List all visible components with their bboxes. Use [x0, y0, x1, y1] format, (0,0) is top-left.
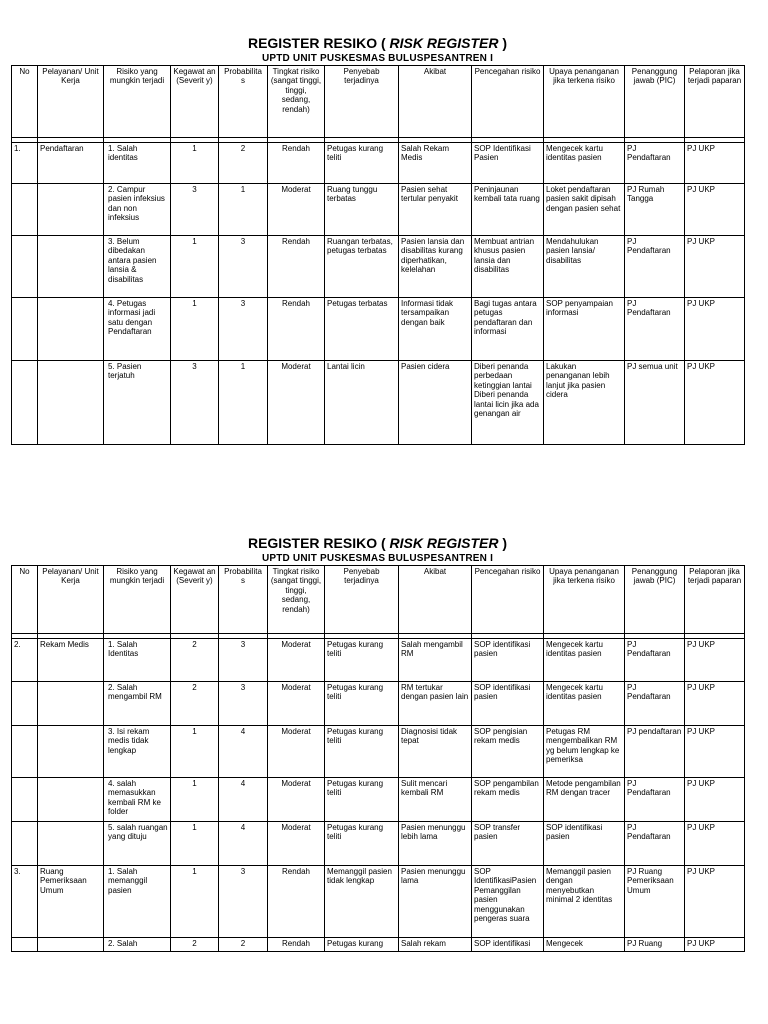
cell-risk: 3. Isi rekam medis tidak lengkap — [104, 726, 171, 778]
header-cell: Kegawat an (Severit y) — [171, 66, 219, 138]
cell-risk-level: Rendah — [268, 866, 325, 938]
cell-mitigation: Loket pendaftaran pasien sakit dipisah dengan pasien sehat — [544, 184, 625, 236]
cell-pic: PJ Pendaftaran — [625, 298, 685, 361]
cell-pic: PJ Pendaftaran — [625, 682, 685, 726]
cell-impact: Pasien lansia dan disabilitas kurang diperhatikan, kelelahan — [399, 236, 472, 298]
cell-no — [12, 822, 38, 866]
table-row — [12, 143, 745, 184]
cell-mitigation: Mengecek kartu identitas pasien — [544, 639, 625, 682]
cell-prevention: SOP identifikasi pasien — [472, 639, 544, 682]
cell-risk: 2. Campur pasien infeksius dan non infeksius — [104, 184, 171, 236]
cell-risk-level: Rendah — [268, 236, 325, 298]
cell-impact: Informasi tidak tersampaikan dengan baik — [399, 298, 472, 361]
cell-risk: 5. Pasien terjatuh — [104, 361, 171, 445]
cell-impact: Pasien menunggu lebih lama — [399, 822, 472, 866]
cell-unit — [38, 726, 104, 778]
cell-unit — [38, 938, 104, 952]
header-cell: Penyebab terjadinya — [325, 566, 399, 634]
cell-unit: Ruang Pemeriksaan Umum — [38, 866, 104, 938]
cell-prevention: SOP pengisian rekam medis — [472, 726, 544, 778]
cell-severity: 2 — [171, 639, 219, 682]
cell-risk: 5. salah ruangan yang dituju — [104, 822, 171, 866]
table-row — [12, 639, 745, 682]
cell-prevention: SOP pengambilan rekam medis — [472, 778, 544, 822]
cell-unit: Pendaftaran — [38, 143, 104, 184]
cell-pic: PJ pendaftaran — [625, 726, 685, 778]
cell-impact: Pasien cidera — [399, 361, 472, 445]
cell-prevention: SOP transfer pasien — [472, 822, 544, 866]
cell-risk-level: Moderat — [268, 682, 325, 726]
cell-severity: 1 — [171, 778, 219, 822]
table-row — [12, 682, 745, 726]
cell-pic: PJ Pendaftaran — [625, 778, 685, 822]
cell-risk-level: Moderat — [268, 822, 325, 866]
cell-prevention: Diberi penanda perbedaan ketinggian lantai Diberi penanda lantai licin jika ada genangan air — [472, 361, 544, 445]
cell-severity: 1 — [171, 726, 219, 778]
header-cell: Tingkat risiko (sangat tinggi, tinggi, sedang, rendah) — [268, 66, 325, 138]
header-cell: Akibat — [399, 66, 472, 138]
cell-no — [12, 236, 38, 298]
cell-severity: 1 — [171, 143, 219, 184]
cell-unit — [38, 778, 104, 822]
cell-risk: 3. Belum dibedakan antara pasien lansia & disabilitas — [104, 236, 171, 298]
cell-prevention: Peninjaunan kembali tata ruang — [472, 184, 544, 236]
table-row — [12, 778, 745, 822]
cell-risk-level: Rendah — [268, 938, 325, 952]
cell-probability: 1 — [219, 361, 268, 445]
cell-pic: PJ Pendaftaran — [625, 822, 685, 866]
cell-severity: 1 — [171, 236, 219, 298]
cell-cause: Petugas kurang teliti — [325, 639, 399, 682]
cell-reporting: PJ UKP — [685, 726, 745, 778]
cell-reporting: PJ UKP — [685, 866, 745, 938]
cell-no — [12, 184, 38, 236]
cell-prevention: Bagi tugas antara petugas pendaftaran dan informasi — [472, 298, 544, 361]
cell-reporting: PJ UKP — [685, 639, 745, 682]
table-row — [12, 184, 745, 236]
cell-impact: Pasien sehat tertular penyakit — [399, 184, 472, 236]
cell-cause: Ruang tunggu terbatas — [325, 184, 399, 236]
cell-cause: Petugas terbatas — [325, 298, 399, 361]
cell-prevention: SOP identifikasi pasien — [472, 682, 544, 726]
cell-cause: Petugas kurang — [325, 938, 399, 952]
table-row — [12, 726, 745, 778]
header-cell: Upaya penanganan jika terkena risiko — [544, 66, 625, 138]
cell-impact: Salah Rekam Medis — [399, 143, 472, 184]
cell-mitigation: Metode pengambilan RM dengan tracer — [544, 778, 625, 822]
cell-no: 3. — [12, 866, 38, 938]
cell-pic: PJ Pendaftaran — [625, 143, 685, 184]
cell-mitigation: SOP penyampaian informasi — [544, 298, 625, 361]
header-cell: Pelayanan/ Unit Kerja — [38, 66, 104, 138]
cell-probability: 1 — [219, 184, 268, 236]
cell-reporting: PJ UKP — [685, 236, 745, 298]
cell-impact: Diagnosisi tidak tepat — [399, 726, 472, 778]
cell-prevention: Membuat antrian khusus pasien lansia dan disabilitas — [472, 236, 544, 298]
cell-no — [12, 682, 38, 726]
table-row — [12, 298, 745, 361]
cell-probability: 4 — [219, 822, 268, 866]
cell-risk: 1. Salah memanggil pasien — [104, 866, 171, 938]
cell-impact: RM tertukar dengan pasien lain — [399, 682, 472, 726]
cell-unit — [38, 361, 104, 445]
cell-mitigation: Mengecek kartu identitas pasien — [544, 682, 625, 726]
cell-prevention: SOP identifikasi — [472, 938, 544, 952]
header-cell: Probabilita s — [219, 66, 268, 138]
header-cell: Penanggung jawab (PIC) — [625, 66, 685, 138]
risk-register-section-1 — [11, 34, 744, 445]
header-cell: Pelaporan jika terjadi paparan — [685, 566, 745, 634]
cell-risk-level: Moderat — [268, 184, 325, 236]
header-cell: Pencegahan risiko — [472, 566, 544, 634]
page-subtitle: UPTD UNIT PUSKESMAS BULUSPESANTREN I — [261, 53, 494, 64]
cell-unit — [38, 236, 104, 298]
cell-reporting: PJ UKP — [685, 361, 745, 445]
cell-severity: 1 — [171, 822, 219, 866]
header-cell: Probabilita s — [219, 566, 268, 634]
risk-register-section-2 — [11, 534, 744, 952]
cell-prevention: SOP Identifikasi Pasien — [472, 143, 544, 184]
cell-unit: Rekam Medis — [38, 639, 104, 682]
table-row — [12, 361, 745, 445]
table-row — [12, 236, 745, 298]
header-cell: Kegawat an (Severit y) — [171, 566, 219, 634]
page-title: REGISTER RESIKO ( RISK REGISTER ) — [247, 35, 508, 51]
cell-reporting: PJ UKP — [685, 184, 745, 236]
cell-probability: 2 — [219, 143, 268, 184]
cell-no — [12, 726, 38, 778]
risk-register-table — [11, 565, 745, 952]
cell-reporting: PJ UKP — [685, 938, 745, 952]
header-cell: Upaya penanganan jika terkena risiko — [544, 566, 625, 634]
cell-risk: 1. Salah identitas — [104, 143, 171, 184]
cell-reporting: PJ UKP — [685, 682, 745, 726]
cell-unit — [38, 822, 104, 866]
table-row — [12, 866, 745, 938]
cell-mitigation: SOP identifikasi pasien — [544, 822, 625, 866]
cell-probability: 3 — [219, 682, 268, 726]
cell-mitigation: Mendahulukan pasien lansia/ disabilitas — [544, 236, 625, 298]
cell-mitigation: Lakukan penanganan lebih lanjut jika pasien cidera — [544, 361, 625, 445]
cell-impact: Sulit mencari kembali RM — [399, 778, 472, 822]
page-subtitle: UPTD UNIT PUSKESMAS BULUSPESANTREN I — [261, 553, 494, 564]
cell-reporting: PJ UKP — [685, 778, 745, 822]
cell-pic: PJ Pendaftaran — [625, 236, 685, 298]
cell-probability: 3 — [219, 298, 268, 361]
cell-risk-level: Rendah — [268, 143, 325, 184]
risk-register-table — [11, 65, 745, 445]
cell-impact: Salah rekam — [399, 938, 472, 952]
cell-risk: 2. Salah mengambil RM — [104, 682, 171, 726]
table-row — [12, 822, 745, 866]
cell-severity: 2 — [171, 682, 219, 726]
table-header-row — [12, 566, 745, 634]
cell-risk-level: Moderat — [268, 639, 325, 682]
cell-reporting: PJ UKP — [685, 143, 745, 184]
cell-probability: 4 — [219, 726, 268, 778]
header-cell: Penyebab terjadinya — [325, 66, 399, 138]
cell-severity: 2 — [171, 938, 219, 952]
table-row — [12, 938, 745, 952]
cell-no: 2. — [12, 639, 38, 682]
cell-cause: Lantai licin — [325, 361, 399, 445]
cell-mitigation: Mengecek kartu identitas pasien — [544, 143, 625, 184]
header-cell: Pencegahan risiko — [472, 66, 544, 138]
cell-impact: Salah mengambil RM — [399, 639, 472, 682]
header-cell: No — [12, 66, 38, 138]
cell-cause: Petugas kurang teliti — [325, 778, 399, 822]
cell-risk-level: Moderat — [268, 726, 325, 778]
cell-cause: Memanggil pasien tidak lengkap — [325, 866, 399, 938]
cell-cause: Petugas kurang teliti — [325, 143, 399, 184]
header-cell: Akibat — [399, 566, 472, 634]
cell-risk: 4. Petugas informasi jadi satu dengan Pendaftaran — [104, 298, 171, 361]
cell-severity: 3 — [171, 184, 219, 236]
cell-reporting: PJ UKP — [685, 822, 745, 866]
cell-pic: PJ Rumah Tangga — [625, 184, 685, 236]
cell-reporting: PJ UKP — [685, 298, 745, 361]
cell-risk-level: Rendah — [268, 298, 325, 361]
header-cell: Pelaporan jika terjadi paparan — [685, 66, 745, 138]
cell-risk: 4. salah memasukkan kembali RM ke folder — [104, 778, 171, 822]
cell-pic: PJ semua unit — [625, 361, 685, 445]
cell-unit — [38, 682, 104, 726]
cell-probability: 4 — [219, 778, 268, 822]
page-title: REGISTER RESIKO ( RISK REGISTER ) — [247, 535, 508, 551]
cell-no — [12, 361, 38, 445]
cell-severity: 1 — [171, 866, 219, 938]
cell-no — [12, 298, 38, 361]
cell-probability: 3 — [219, 236, 268, 298]
cell-impact: Pasien menunggu lama — [399, 866, 472, 938]
cell-probability: 2 — [219, 938, 268, 952]
cell-risk: 2. Salah — [104, 938, 171, 952]
cell-unit — [38, 184, 104, 236]
header-cell: Pelayanan/ Unit Kerja — [38, 566, 104, 634]
cell-probability: 3 — [219, 639, 268, 682]
cell-unit — [38, 298, 104, 361]
cell-no — [12, 778, 38, 822]
cell-severity: 1 — [171, 298, 219, 361]
header-cell: Risiko yang mungkin terjadi — [104, 566, 171, 634]
cell-cause: Petugas kurang teliti — [325, 726, 399, 778]
cell-no — [12, 938, 38, 952]
cell-cause: Ruangan terbatas, petugas terbatas — [325, 236, 399, 298]
cell-cause: Petugas kurang teliti — [325, 822, 399, 866]
cell-pic: PJ Ruang Pemeriksaan Umum — [625, 866, 685, 938]
cell-cause: Petugas kurang teliti — [325, 682, 399, 726]
header-cell: No — [12, 566, 38, 634]
cell-risk: 1. Salah Identitas — [104, 639, 171, 682]
table-header-row — [12, 66, 745, 138]
cell-pic: PJ Pendaftaran — [625, 639, 685, 682]
cell-mitigation: Petugas RM mengembalikan RM yg belum lengkap ke pemeriksa — [544, 726, 625, 778]
header-cell: Risiko yang mungkin terjadi — [104, 66, 171, 138]
cell-mitigation: Mengecek — [544, 938, 625, 952]
cell-severity: 3 — [171, 361, 219, 445]
cell-no: 1. — [12, 143, 38, 184]
cell-risk-level: Moderat — [268, 361, 325, 445]
header-cell: Penanggung jawab (PIC) — [625, 566, 685, 634]
cell-prevention: SOP IdentifikasiPasien Pemanggilan pasien menggunakan pengeras suara — [472, 866, 544, 938]
header-cell: Tingkat risiko (sangat tinggi, tinggi, sedang, rendah) — [268, 566, 325, 634]
cell-risk-level: Moderat — [268, 778, 325, 822]
cell-mitigation: Memanggil pasien dengan menyebutkan minimal 2 identitas — [544, 866, 625, 938]
cell-pic: PJ Ruang — [625, 938, 685, 952]
cell-probability: 3 — [219, 866, 268, 938]
